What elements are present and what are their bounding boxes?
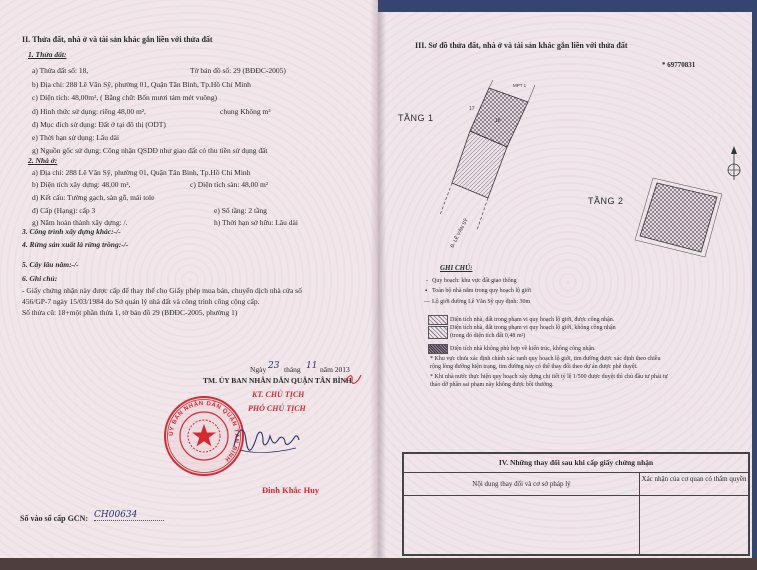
issuing-authority: TM. ỦY BAN NHÂN DÂN QUẬN TÂN BÌNH [203,376,352,385]
house-floors: e) Số tầng: 2 tầng [214,206,267,215]
other-construction: 3. Công trình xây dựng khác:-/- [22,227,121,236]
floor-2-label: TẦNG 2 [588,196,624,206]
house-grade: đ) Cấp (Hạng): cấp 3 [32,206,96,215]
date-month-handwritten: 11 [306,361,318,371]
floor-2-house-area [640,183,717,252]
signer-name: Đinh Khắc Huy [262,485,320,495]
changes-table [402,452,750,556]
handwritten-signature [230,420,302,460]
production-forest: 4. Rừng sản xuất là rừng trồng:-/- [22,240,129,249]
land-purpose: đ) Mục đích sử dụng: Đất ở tại đô thị (ODT) [32,120,166,129]
parcel-number: a) Thửa đất số: 18, [32,66,89,75]
legend-road-width: Lộ giới đường Lê Văn Sỹ quy định: 30m [432,299,531,305]
legend-whole-house: Toàn bộ nhà nằm trong quy hoạch lộ giới [432,288,532,294]
street-label: Đ. LÊ VĂN SỸ [449,217,470,249]
legend-swatch-recognized [428,315,448,325]
plot-label-neighbor: 17 [469,106,475,112]
land-heading: 1. Thửa đất: [28,50,67,59]
legend-note: * Khu vực chưa xác định chính xác ranh quy hoạch lộ giới, tim đường được xác định theo chiều [430,356,661,362]
seal-lettering: ỦY BAN NHÂN DÂN QUẬN TÂN BÌNH [168,400,240,463]
deputy-line-1: KT. CHỦ TỊCH [252,390,305,399]
notes-heading: 6. Ghi chú: [22,274,58,283]
house-heading: 2. Nhà ở: [28,156,58,165]
land-address: b) Địa chỉ: 288 Lê Văn Sỹ, phường 01, Quận Tân Bình, Tp.Hồ Chí Minh [32,80,251,89]
house-ownership-term: h) Thời hạn sở hữu: Lâu dài [214,218,298,227]
legend-recognized: Diện tích nhà, đất trong phạm vi quy hoạch lộ giới, được công nhận. [450,317,615,323]
legend-line-marker: — [424,299,430,305]
section-ii-title: II. Thửa đất, nhà ở và tài sản khác gắn liền với thửa đất [22,35,213,44]
serial-number: * 69770831 [662,61,696,69]
note-line: - Giấy chứng nhận này được cấp để thay thế cho Giấy phép mua bán, chuyển dịch nhà cửa số [22,286,302,295]
land-origin: g) Nguồn gốc sử dụng: Công nhận QSDĐ như giao đất có thu tiền sử dụng đất [32,146,268,155]
changes-table-body-confirmation [640,496,748,554]
changes-table-col-content: Nội dung thay đổi và cơ sở pháp lý [404,472,640,496]
perennial-trees: 5. Cây lâu năm:-/- [22,260,79,269]
date-day-handwritten: 23 [268,361,280,371]
legend-note: rộng lòng đường hiện trạng, tim đường này có thể thay đổi theo dự án được phê duyệt. [430,364,638,370]
legend-dash-marker: - [426,278,428,284]
legend-swatch-not-recognized [428,326,448,339]
note-line: Số thửa cũ: 18+một phần thửa 1, tờ bản đồ 29 (BĐĐC-2005, phường 1) [22,308,238,317]
deputy-line-2: PHÓ CHỦ TỊCH [248,404,306,413]
usage-shared: chung Không m² [220,107,271,116]
registry-number-handwritten: CH00634 [94,511,164,521]
legend-not-recognized: Diện tích nhà, đất trong phạm vi quy hoạch lộ giới, không công nhận [450,325,616,331]
house-completion-year: g) Năm hoàn thành xây dựng: /. [32,218,128,227]
plot-label-parcel: 18 [495,118,501,124]
date-month-label: tháng [284,365,301,374]
legend-square-marker: ▪ [425,288,428,294]
legend-heading: GHI CHÚ: [440,264,473,272]
date-year: năm 2013 [320,365,350,374]
registry-label: Số vào sổ cấp GCN: [20,514,89,523]
map-sheet: Tờ bản đồ số: 29 (BĐĐC-2005) [190,66,286,75]
legend-note: tháo dỡ phần sai phạm này không được bồi thường. [430,382,554,388]
parcel-diagram [385,80,747,262]
date-prefix: Ngày [250,365,267,374]
section-iii-title: III. Sơ đồ thửa đất, nhà ở và tài sản khác gắn liền với thửa đất [415,41,628,50]
legend-swatch-non-conforming [428,344,448,354]
north-arrow-icon [728,146,740,180]
house-structure: d) Kết cấu: Tường gạch, sàn gỗ, mái tole [32,193,155,202]
legend-note: * Khi nhà nước thực hiện quy hoạch xây dựng chi tiết tỷ lệ 1/500 được duyệt thì chủ đầu tư phải tự [430,374,668,380]
land-term: e) Thời hạn sử dụng: Lâu dài [32,133,120,142]
land-area: c) Diện tích: 48,00m², ( Bằng chữ: Bốn mươi tám mét vuông) [32,93,217,102]
plot-label-mpt: MPT 1 [513,83,527,88]
floor-1-label: TẦNG 1 [398,113,434,123]
table-surface [0,558,757,570]
usage-private: d) Hình thức sử dụng: riêng 48,00 m², [32,107,146,116]
house-address: a) Địa chỉ: 288 Lê Văn Sỹ, phường 01, Quận Tân Bình, Tp.Hồ Chí Minh [32,168,251,177]
page-fold [370,0,386,560]
changes-table-body-content [404,496,640,554]
legend-non-conforming: Diện tích nhà không phù hợp về kiến trúc, không công nhận. [450,346,596,352]
legend-planning: Quy hoạch: khu vực đất giao thông [432,278,517,284]
changes-table-title: IV. Những thay đổi sau khi cấp giấy chứng nhận [404,454,748,473]
legend-not-recognized-area: (trong đó diện tích đất 0,48 m²) [450,333,526,339]
house-floor-area: c) Diện tích sàn: 48,00 m² [190,180,269,189]
ink-flourish [343,372,363,386]
changes-table-col-confirmation: Xác nhận của cơ quan có thẩm quyền [640,472,748,496]
house-built-area: b) Diện tích xây dựng: 48,00 m², [32,180,131,189]
note-line: 456/GP-7 ngày 15/03/1984 do Sở quản lý nhà đất và công trình công cộng cấp. [22,297,260,306]
